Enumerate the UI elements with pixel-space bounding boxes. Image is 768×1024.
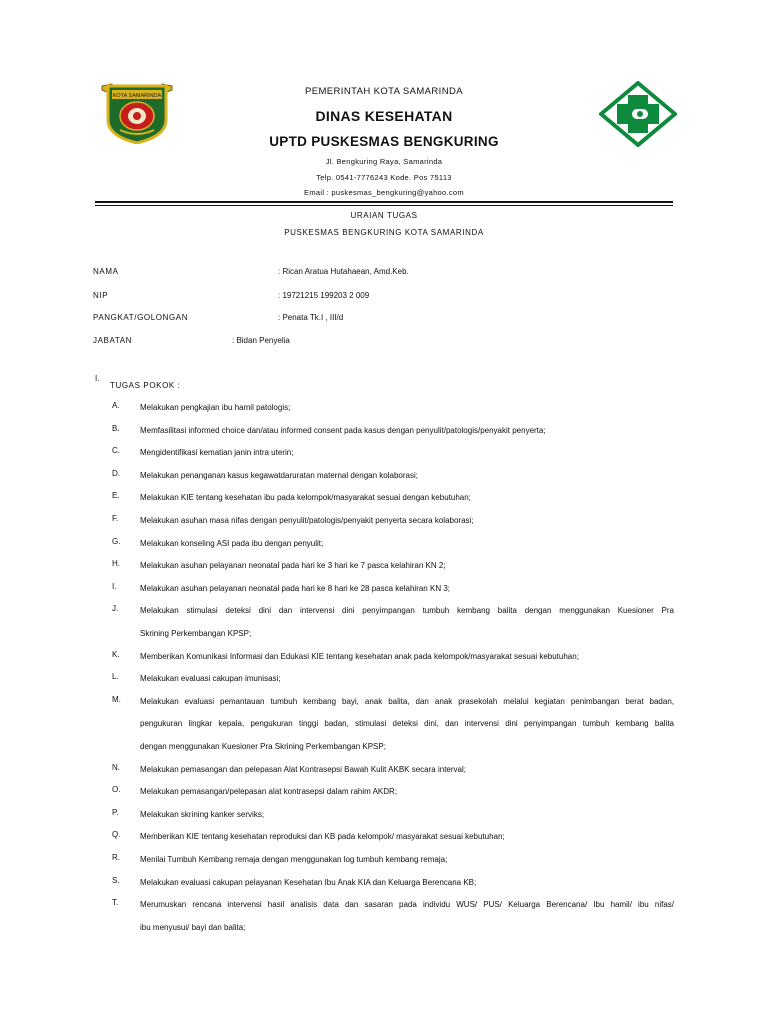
header-government: PEMERINTAH KOTA SAMARINDA: [305, 86, 463, 97]
section-number: I.: [95, 374, 100, 383]
duty-item-text: Melakukan konseling ASI pada ibu dengan penyulit;: [140, 538, 324, 548]
duty-item-text: Melakukan evaluasi cakupan imunisasi;: [140, 674, 281, 684]
duty-item-letter: D.: [112, 468, 120, 478]
document-subtitle: PUSKESMAS BENGKURING KOTA SAMARINDA: [284, 228, 484, 237]
nip-label: NIP: [93, 291, 109, 300]
duty-item-text: Melakukan evaluasi pemantauan tumbuh kembang bayi, anak balita, dan anak prasekolah melalui kegiatan penimbangan berat badan,: [140, 696, 674, 706]
duty-item-text: Melakukan pemasangan dan pelepasan Alat Kontrasepsi Bawah Kulit AKBK secara interval;: [140, 764, 466, 774]
pangkat-label: PANGKAT/GOLONGAN: [93, 313, 189, 322]
jabatan-label: JABATAN: [93, 336, 133, 345]
duty-item-text: Melakukan pemasangan/pelepasan alat kontrasepsi dalam rahim AKDR;: [140, 787, 398, 797]
header-divider-thin: [95, 205, 673, 206]
duty-item-text: Melakukan penanganan kasus kegawatdaruratan maternal dengan kolaborasi;: [140, 470, 418, 480]
duty-item-text: Memfasilitasi informed choice dan/atau informed consent pada kasus dengan penyulit/patologis/penyakit penyerta;: [140, 425, 546, 435]
duty-item-letter: K.: [112, 649, 120, 659]
jabatan-value: : Bidan Penyelia: [232, 336, 290, 345]
pangkat-value: : Penata Tk.I , III/d: [278, 313, 344, 322]
duty-item-text: Melakukan asuhan pelayanan neonatal pada hari ke 8 hari ke 28 pasca kelahiran KN 3;: [140, 583, 450, 593]
duty-item-text: Melakukan evaluasi cakupan pelayanan Kesehatan Ibu Anak KIA dan Keluarga Berencana KB;: [140, 877, 477, 887]
header-email: Email : puskesmas_bengkuring@yahoo.com: [304, 188, 464, 197]
duty-list: [95, 397, 675, 957]
duty-item-text: Merumuskan rencana intervensi hasil analisis data dan sasaran pada individu WUS/ PUS/ Keluarga Berencana/ Ibu hamil/ ibu nifas/: [140, 900, 674, 910]
duty-item-letter: J.: [112, 604, 119, 614]
duty-item-text: Menilai Tumbuh Kembang remaja dengan menggunakan log tumbuh kembang remaja;: [140, 855, 448, 864]
duty-item-text: Memberikan KIE tentang kesehatan reproduksi dan KB pada kelompok/ masyarakat sesuai kebutuhan;: [140, 832, 505, 842]
duty-item-text: Memberikan Komunikasi Informasi dan Edukasi KIE tentang kesehatan anak pada kelompok/masyarakat sesuai kebutuhan;: [140, 651, 579, 661]
document-title: URAIAN TUGAS: [350, 211, 418, 220]
header-department: DINAS KESEHATAN: [315, 108, 453, 124]
header-institution: UPTD PUSKESMAS BENGKURING: [269, 134, 499, 149]
duty-item-letter: A.: [112, 401, 120, 410]
duty-item-text: Melakukan stimulasi deteksi dini dan intervensi dini penyimpangan tumbuh kembang balita dengan menggunakan Kuesioner Pra: [140, 606, 674, 616]
duty-item-letter: S.: [112, 875, 120, 885]
duty-item-letter: L.: [112, 672, 119, 682]
header-address: Jl. Bengkuring Raya, Samarinda: [325, 157, 443, 166]
duty-item-letter: C.: [112, 446, 120, 456]
section-title: TUGAS POKOK :: [110, 381, 181, 390]
duty-item-letter: E.: [112, 491, 120, 501]
duty-item-letter: Q.: [112, 830, 121, 840]
duty-item-letter: I.: [112, 581, 117, 591]
duty-item-letter: G.: [112, 536, 121, 546]
duty-item-letter: B.: [112, 423, 120, 433]
duty-item-text: Melakukan pengkajian ibu hamil patologis;: [140, 403, 291, 412]
duty-item-letter: N.: [112, 762, 120, 772]
header-divider-thick: [95, 201, 673, 203]
duty-item-text: Skrining Perkembangan KPSP;: [140, 628, 252, 638]
duty-item-letter: F.: [112, 514, 119, 523]
duty-item-letter: R.: [112, 853, 120, 862]
nip-value: : 19721215 199203 2 009: [278, 291, 370, 300]
nama-value: : Rican Aratua Hutahaean, Amd.Keb.: [278, 267, 409, 276]
emblem-caption: KOTA SAMARINDA: [112, 93, 162, 99]
duty-item-text: Melakukan asuhan pelayanan neonatal pada hari ke 3 hari ke 7 pasca kelahiran KN 2;: [140, 561, 446, 571]
nama-label: NAMA: [93, 267, 119, 276]
duty-item-letter: T.: [112, 898, 119, 908]
duty-item-text: Melakukan KIE tentang kesehatan ibu pada kelompok/masyarakat sesuai dengan kebutuhan;: [140, 493, 471, 503]
duty-item-letter: P.: [112, 807, 119, 817]
duty-item-text: ibu menyusui/ bayi dan balita;: [140, 922, 246, 932]
header-phone: Telp. 0541-7776243 Kode. Pos 75113: [316, 173, 452, 182]
duty-item-letter: H.: [112, 559, 120, 569]
duty-item-text: Melakukan asuhan masa nifas dengan penyulit/patologis/penyakit penyerta secara kolaborasi;: [140, 516, 474, 525]
duty-item-text: Mengidentifikasi kematian janin intra uterin;: [140, 448, 294, 458]
duty-item-text: Melakukan skrining kanker serviks;: [140, 809, 265, 819]
duty-item-letter: M.: [112, 694, 121, 704]
duty-item-text: dengan menggunakan Kuesioner Pra Skrining Perkembangan KPSP;: [140, 741, 386, 751]
duty-item-letter: O.: [112, 785, 121, 795]
duty-item-text: pengukuran lingkar kepala, pengukuran tinggi badan, stimulasi deteksi dini, dan intervensi dini penyimpangan tumbuh kembang balita: [140, 719, 674, 729]
